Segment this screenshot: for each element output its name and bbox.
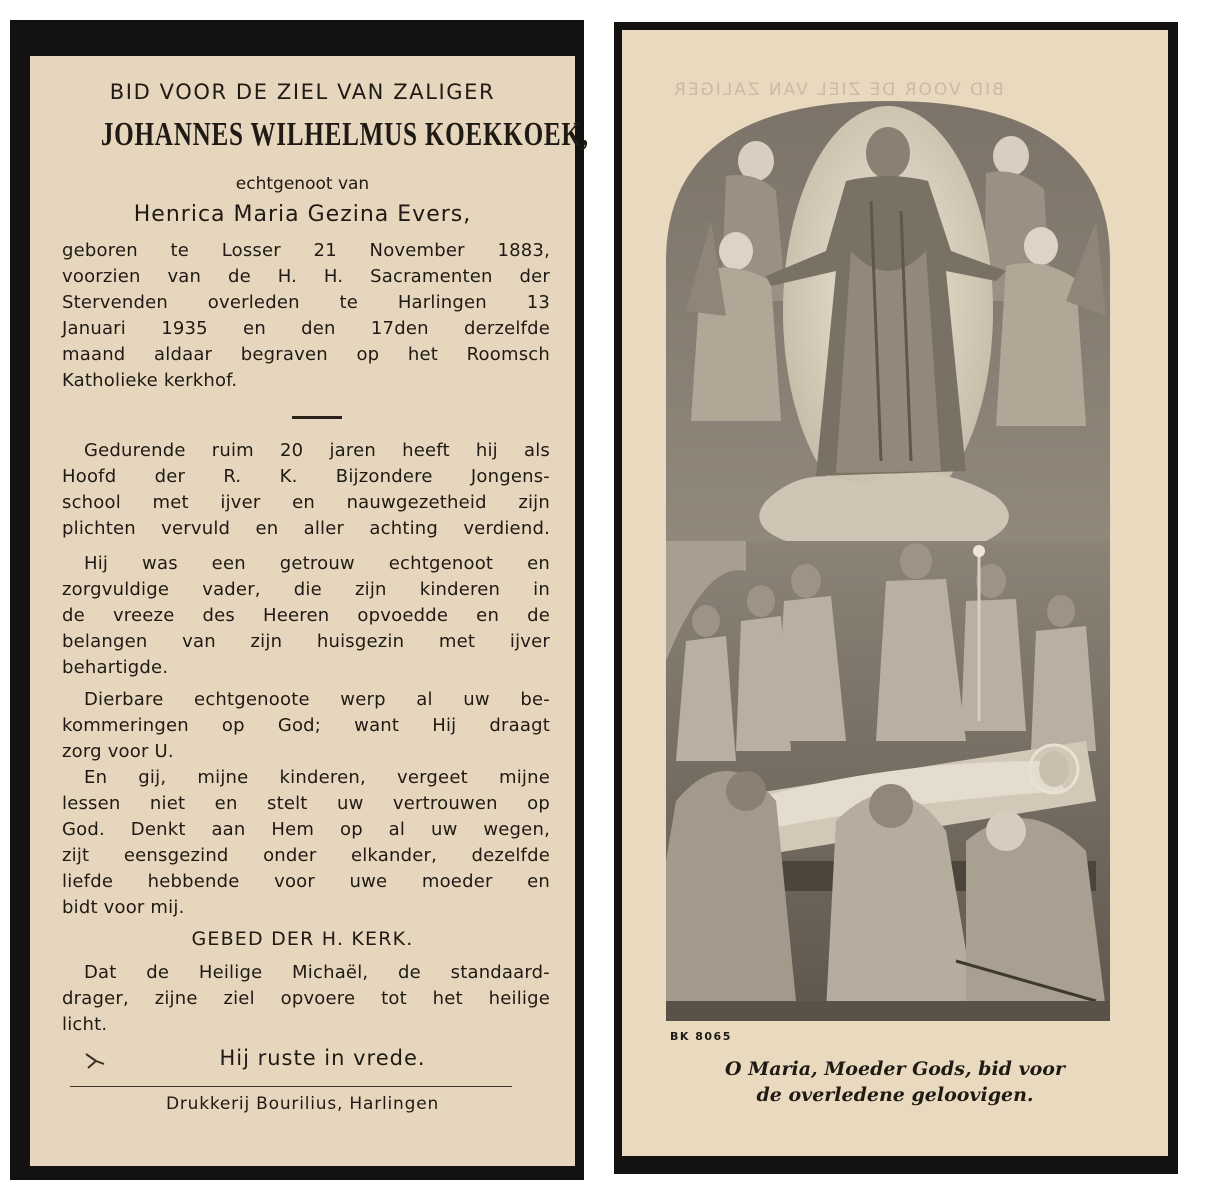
paragraph-last-line: bidt voor mij. bbox=[62, 897, 185, 918]
bleed-through-text: BID VOOR DE ZIEL VAN ZALIGER bbox=[672, 80, 1004, 100]
printer-credit: Drukkerij Bourilius, Harlingen bbox=[165, 1094, 440, 1114]
paragraph-line: Hij was een getrouw echtgenoot en bbox=[84, 553, 550, 574]
paragraph-last-line: behartigde. bbox=[62, 657, 169, 678]
prayer-title: GEBED DER H. KERK. bbox=[191, 928, 414, 950]
paragraph-line: zorgvuldige vader, die zijn kinderen in bbox=[62, 579, 550, 600]
paragraph-line: belangen van zijn huisgezin met ijver bbox=[62, 631, 550, 652]
paragraph-line: Gedurende ruim 20 jaren heeft hij als bbox=[84, 440, 550, 461]
bio-line: geboren te Losser 21 November 1883, bbox=[62, 240, 550, 261]
spouse-name: Henrica Maria Gezina Evers, bbox=[133, 202, 472, 227]
right-memorial-card bbox=[614, 22, 1178, 1174]
bio-line: Stervenden overleden te Harlingen 13 bbox=[62, 292, 550, 313]
bio-line: voorzien van de H. H. Sacramenten der bbox=[62, 266, 550, 287]
prayer-line: Dat de Heilige Michaël, de standaard- bbox=[84, 962, 550, 983]
paragraph-line: kommeringen op God; want Hij draagt bbox=[62, 715, 550, 736]
caption-line-1: O Maria, Moeder Gods, bid voor bbox=[725, 1058, 1065, 1080]
paragraph-line: lessen niet en stelt uw vertrouwen op bbox=[62, 793, 550, 814]
paragraph-line: Hoofd der R. K. Bijzondere Jongens- bbox=[62, 466, 550, 487]
prayer-line: drager, zijne ziel opvoere tot het heilige bbox=[62, 988, 550, 1009]
paragraph-line: God. Denkt aan Hem op al uw wegen, bbox=[62, 819, 550, 840]
spouse-label: echtgenoot van bbox=[235, 174, 370, 194]
paragraph-line: de vreeze des Heeren opvoedde en de bbox=[62, 605, 550, 626]
paragraph-line: zijt eensgezind onder elkander, dezelfde bbox=[62, 845, 550, 866]
paragraph-line: Dierbare echtgenoote werp al uw be- bbox=[84, 689, 550, 710]
paragraph-line: school met ijver en nauwgezetheid zijn bbox=[62, 492, 550, 513]
rest-in-peace: Hij ruste in vrede. bbox=[219, 1046, 426, 1070]
left-memorial-card bbox=[10, 20, 589, 1180]
image-code: BK 8065 bbox=[670, 1030, 732, 1043]
left-card-paper bbox=[30, 56, 589, 1166]
bio-line: maand aldaar begraven op het Roomsch bbox=[62, 344, 550, 365]
divider-rule bbox=[292, 416, 342, 419]
paragraph-last-line: zorg voor U. bbox=[62, 741, 174, 762]
paragraph-line: En gij, mijne kinderen, vergeet mijne bbox=[84, 767, 550, 788]
printer-rule bbox=[70, 1086, 512, 1087]
heading: BID VOOR DE ZIEL VAN ZALIGER bbox=[109, 80, 496, 104]
bio-last-line: Katholieke kerkhof. bbox=[62, 370, 238, 391]
caption-line-2: de overledene geloovigen. bbox=[756, 1084, 1034, 1106]
right-card-paper bbox=[622, 30, 1168, 1156]
prayer-last-line: licht. bbox=[62, 1014, 108, 1035]
assumption-engraving bbox=[666, 101, 1110, 1021]
paragraph-line: plichten vervuld en aller achting verdiend. bbox=[62, 518, 550, 539]
paragraph-line: liefde hebbende voor uwe moeder en bbox=[62, 871, 550, 892]
bio-line: Januari 1935 en den 17den derzelfde bbox=[62, 318, 550, 339]
deceased-name: JOHANNES WILHELMUS KOEKKOEK, bbox=[100, 116, 589, 153]
